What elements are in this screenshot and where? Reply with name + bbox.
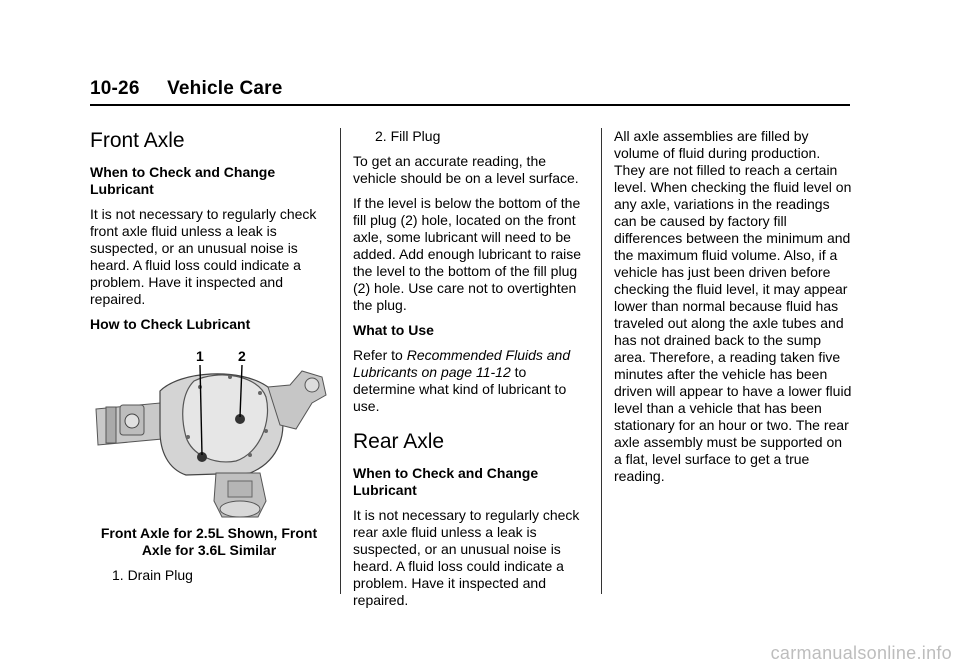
add-lubricant-paragraph: If the level is below the bottom of the fill plug (2) hole, located on the front axle, some lubricant will need to be added. Add enough lubricant to raise the level to the bottom of the fill plug (2) hole. Use care not to overtighten the plug.	[353, 195, 582, 313]
section-title: Vehicle Care	[167, 78, 283, 99]
front-axle-illustration	[90, 341, 328, 521]
front-axle-paragraph: It is not necessary to regularly check front axle fluid unless a leak is suspected, or an unusual noise is heard. A fluid loss could indicate a problem. Have it inspected and repaired.	[90, 206, 317, 307]
header-rule	[90, 104, 850, 106]
callout-1: 1	[196, 348, 204, 364]
when-to-check-subheading: When to Check and Change Lubricant	[90, 164, 276, 197]
watermark: carmanualsonline.info	[770, 643, 952, 663]
callout-2: 2	[238, 348, 246, 364]
what-to-use-subheading: What to Use	[353, 322, 434, 338]
rear-axle-heading: Rear Axle	[353, 430, 445, 453]
accurate-reading-paragraph: To get an accurate reading, the vehicle should be on a level surface.	[353, 153, 579, 186]
column-divider-1	[340, 128, 341, 594]
column-2	[353, 128, 589, 617]
axle-drawing	[90, 341, 328, 521]
front-axle-heading: Front Axle	[90, 129, 185, 152]
figure-caption: Front Axle for 2.5L Shown, Front Axle for 3.6L Similar	[100, 525, 318, 558]
refer-paragraph	[353, 347, 589, 415]
column-divider-2	[601, 128, 602, 594]
refer-text-pre: Refer to	[353, 347, 407, 363]
page-header	[90, 78, 283, 100]
column-1	[90, 124, 328, 592]
list-item-fill-plug: 2. Fill Plug	[375, 128, 441, 144]
rear-when-to-check-subheading: When to Check and Change Lubricant	[353, 465, 539, 498]
rear-axle-paragraph: It is not necessary to regularly check rear axle fluid unless a leak is suspected, or an unusual noise is heard. A fluid loss could indicate a problem. Have it inspected and repaired.	[353, 507, 580, 608]
refer-text-post: to determine what kind of lubricant to use.	[353, 364, 567, 414]
recommended-fluids-link[interactable]: Recommended Fluids and Lubricants on page 11-12	[353, 347, 571, 380]
page-number: 10-26	[90, 78, 140, 99]
how-to-check-subheading: How to Check Lubricant	[90, 316, 251, 332]
list-item-drain-plug: 1. Drain Plug	[112, 567, 193, 583]
column-3	[614, 128, 852, 493]
axle-assemblies-paragraph: All axle assemblies are filled by volume of fluid during production. They are not filled to reach a certain level. When checking the fluid level on any axle, variations in the readings can be caused by factory fill differences between the minimum and the maximum fluid volume. Also, if a vehicle has just been driven before checking the fluid level, it may appear lower than normal because fluid has traveled out along the axle tubes and has not drained back to the sump area. Therefore, a reading taken five minutes after the vehicle has been driven will appear to have a lower fluid level than a vehicle that has been stationary for an hour or two. The rear axle assembly must be supported on a flat, level surface to get a true reading.	[614, 128, 852, 484]
